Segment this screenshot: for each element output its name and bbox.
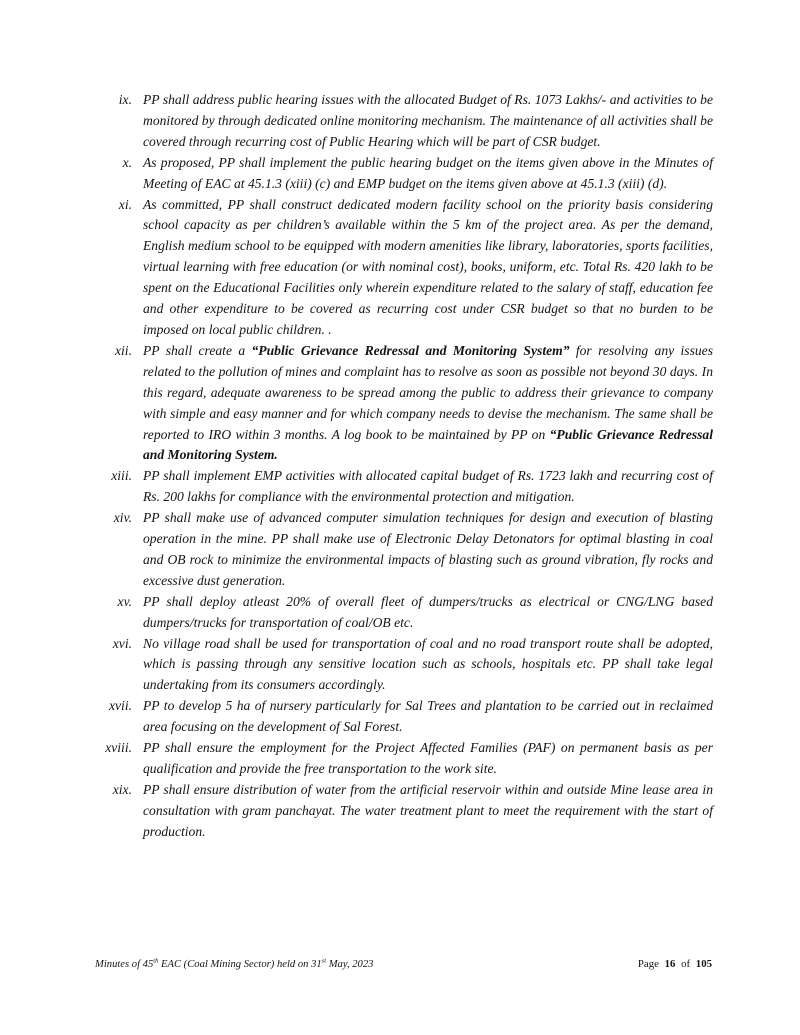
list-item: [84, 153, 713, 195]
list-item: [84, 738, 713, 780]
item-number: xviii.: [105, 740, 132, 756]
item-number: xiii.: [111, 468, 132, 484]
list-item: [84, 90, 713, 153]
of-label: of: [681, 958, 691, 970]
item-number: xiv.: [113, 510, 132, 526]
item-number: xix.: [112, 781, 132, 797]
item-number: xi.: [118, 196, 132, 212]
item-number: xii.: [115, 342, 132, 358]
list-item: [84, 696, 713, 738]
list-item: [84, 195, 713, 341]
item-text: No village road shall be used for transportation of coal and no road transport route shall be adopted, which is passing through any sensitive location such as schools, hospitals etc. PP shall take legal undertaking from its consumers accordingly.: [143, 635, 713, 693]
list-item: [84, 341, 713, 466]
item-text: PP shall implement EMP activities with allocated capital budget of Rs. 1723 lakh and recurring cost of Rs. 200 lakhs for compliance with the environmental protection and mitigation.: [143, 468, 713, 505]
page-label: Page: [637, 958, 659, 970]
item-text: PP shall make use of advanced computer simulation techniques for design and execution of blasting operation in the mine. PP shall make use of Electronic Delay Detonators for optimal blasting in coal and OB rock to minimize the environmental impacts of blasting such as ground vibration, fly rocks and excessive dust generation.: [143, 510, 713, 588]
item-text: PP shall create a “Public Grievance Redressal and Monitoring System” for resolving any issues related to the pollution of mines and complaint has to resolve as soon as possible not beyond 30 days. In this regard, adequate awareness to be spread among the public to address their grievance to company with simple and easy manner and for which company needs to devise the mechanism. The same shall be reported to IRO within 3 months. A log book to be maintained by PP on “Public Grievance Redressal and Monitoring System.: [143, 342, 714, 463]
footer-page-info: [638, 958, 712, 970]
items-list: [84, 90, 713, 843]
item-text: As committed, PP shall construct dedicated modern facility school on the priority basis considering school capacity as per children’s available within the 5 km of the project area. As per the demand, English medium school to be equipped with modern amenities like library, laboratories, sports facilities, virtual learning with free education (or with nominal cost), books, uniform, etc. Total Rs. 420 lakh to be spent on the Educational Facilities only wherein expenditure related to the salary of staff, education fee and other expenditure to be covered as recurring cost under CSR budget so that no burden to be imposed on local public children. .: [143, 196, 713, 337]
footer-citation: Minutes of 45th EAC (Coal Mining Sector) held on 31st May, 2023: [95, 957, 374, 970]
list-item: [84, 466, 713, 508]
list-item: [84, 780, 713, 843]
item-text: PP shall ensure distribution of water from the artificial reservoir within and outside Mine lease area in consultation with gram panchayat. The water treatment plant to meet the requirement with the start of production.: [143, 781, 713, 839]
item-number: ix.: [118, 92, 132, 107]
list-item: [84, 634, 713, 697]
item-number: xv.: [117, 593, 132, 609]
item-number: xvii.: [108, 698, 132, 714]
item-text: PP to develop 5 ha of nursery particularly for Sal Trees and plantation to be carried out in reclaimed area focusing on the development of Sal Forest.: [143, 698, 713, 735]
item-text: As proposed, PP shall implement the public hearing budget on the items given above in the Minutes of Meeting of EAC at 45.1.3 (xiii) (c) and EMP budget on the items given above at 45.1.3 (xiii) (d).: [143, 154, 713, 191]
list-item: [84, 508, 713, 592]
page-number: 16: [664, 958, 676, 970]
item-number: xvi.: [112, 635, 132, 651]
footer: [95, 958, 712, 970]
total-pages: 105: [695, 958, 712, 970]
item-text: PP shall deploy atleast 20% of overall fleet of dumpers/trucks as electrical or CNG/LNG based dumpers/trucks for transportation of coal/OB etc.: [143, 593, 713, 630]
list-item: [84, 592, 713, 634]
item-number: x.: [122, 154, 132, 170]
item-text: PP shall ensure the employment for the Project Affected Families (PAF) on permanent basis as per qualification and provide the free transportation to the work site.: [143, 740, 713, 776]
item-text: PP shall address public hearing issues with the allocated Budget of Rs. 1073 Lakhs/- and activities to be monitored by through dedicated online monitoring mechanism. The maintenance of all activities shall be covered through recurring cost of Public Hearing which will be part of CSR budget.: [143, 92, 713, 149]
